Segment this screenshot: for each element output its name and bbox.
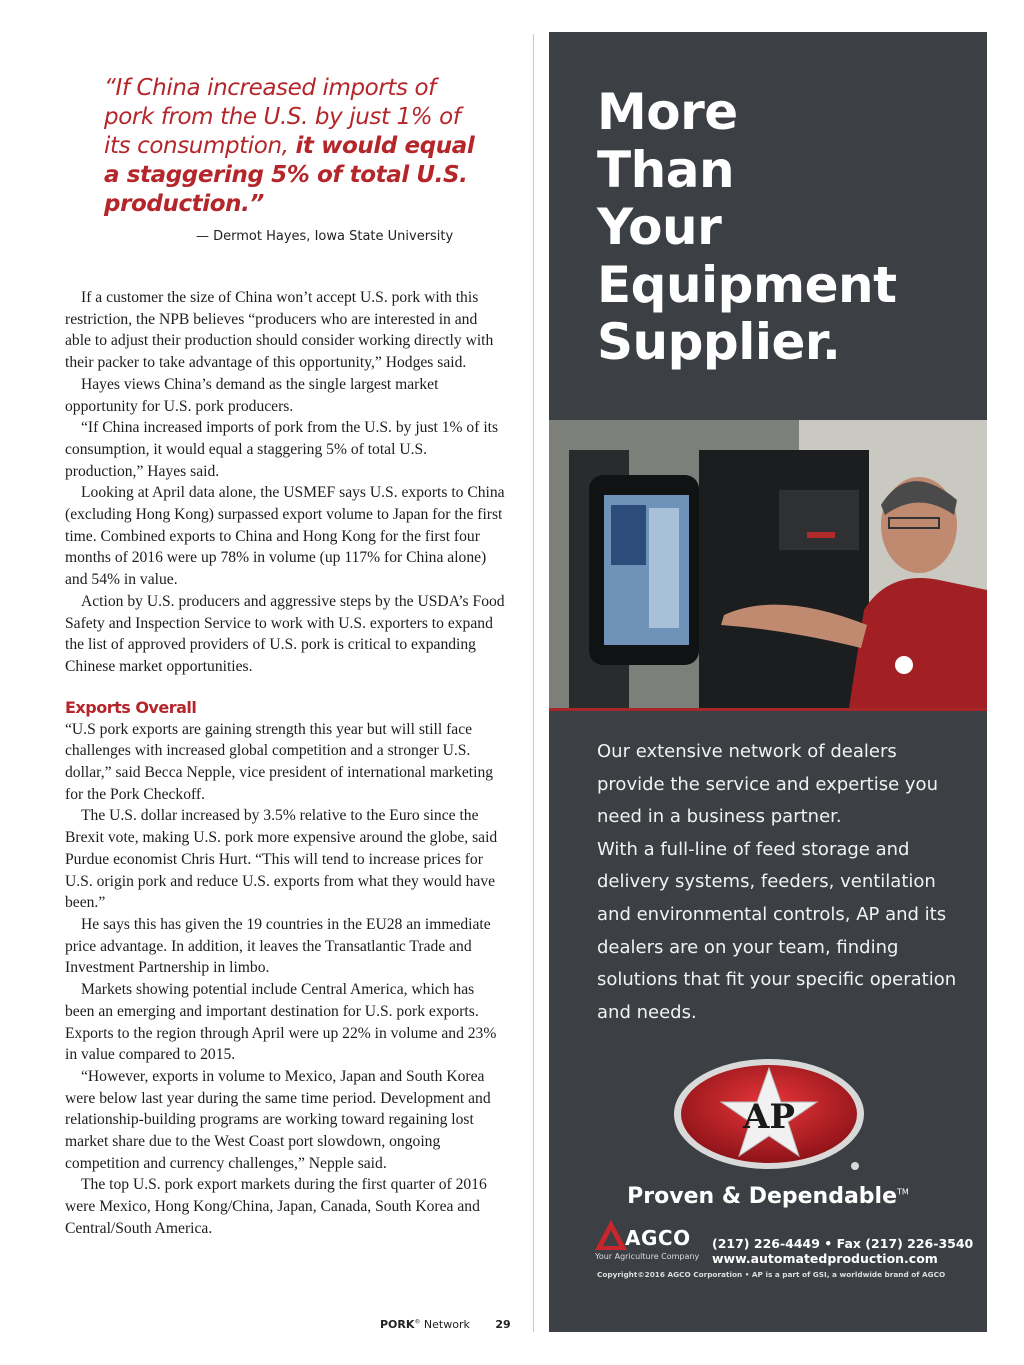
article-paragraph: Hayes views China’s demand as the single largest market opportunity for U.S. pork producers. <box>65 375 439 415</box>
ad-body <box>597 736 967 1029</box>
page-number: 29 <box>495 1318 511 1331</box>
footer-network: Network <box>423 1318 470 1331</box>
ad-photo-illustration <box>549 420 987 708</box>
article-paragraph: Looking at April data alone, the USMEF says U.S. exports to China (excluding Hong Kong) surpassed export volume to Japan for the first time. Combined exports to China and Hong Kong for the first four months of 2016 were up 78% in volume (up 117% for China alone) and 54% in value. <box>65 484 505 589</box>
article-paragraph: Markets showing potential include Central America, which has been an emerging and important destination for U.S. pork exports. Exports to the region through April were up 22% in volume and 23% in value compared to 2015. <box>65 981 497 1064</box>
ad-phone: (217) 226-4449 • Fax (217) 226-3540 <box>712 1236 974 1251</box>
article-paragraph: “If China increased imports of pork from the U.S. by just 1% of its consumption, it would equal a staggering 5% of total U.S. production,” Hayes said. <box>65 419 499 480</box>
ad-copyright: Copyright©2016 AGCO Corporation • AP is a part of GSI, a worldwide brand of AGCO <box>597 1270 946 1279</box>
ad-photo <box>549 420 987 708</box>
ad-tagline-mark: TM <box>897 1187 909 1197</box>
article-paragraph: The top U.S. pork export markets during the first quarter of 2016 were Mexico, Hong Kong/China, Japan, Canada, South Korea and Central/South America. <box>65 1176 487 1237</box>
section-heading: Exports Overall <box>65 697 197 717</box>
ad-headline-line: More <box>597 83 738 141</box>
pull-quote-regular: “If China increased imports of pork from the U.S. by just 1% of its consumption, <box>104 75 461 159</box>
ad-tagline <box>549 1184 987 1209</box>
ad-headline-line: Equipment <box>597 255 897 314</box>
article-paragraph: If a customer the size of China won’t accept U.S. pork with this restriction, the NPB believes “producers who are interested in and able to adjust their production should consider working directly with their packer to take advantage of this opportunity,” Hodges said. <box>65 289 494 372</box>
ad-tagline-text: Proven & Dependable <box>627 1184 898 1209</box>
column-divider <box>533 34 534 1332</box>
pull-quote-bold: it would equal a staggering 5% of total U.S. production.” <box>104 133 475 217</box>
article-paragraph: “U.S pork exports are gaining strength this year but will still face challenges with increased global competition and a stronger U.S. dollar,” said Becca Nepple, vice president of international marketing for the Pork Checkoff. <box>65 720 494 803</box>
ap-logo <box>669 1054 869 1174</box>
article-paragraph: “However, exports in volume to Mexico, Japan and South Korea were below last year during the same time period. Development and relationship-building programs are working toward regaining lost market share due to the West Coast port slowdown, ongoing competition and currency challenges,” Nepple said. <box>65 1067 491 1172</box>
agco-tagline: Your Agriculture Company <box>595 1252 700 1261</box>
ad-headline-line: Your <box>597 198 722 256</box>
footer-brand-mark: ® <box>414 1318 421 1326</box>
article-paragraph: The U.S. dollar increased by 3.5% relative to the Euro since the Brexit vote, making U.S. pork more expensive around the globe, said Purdue economist Chris Hurt. “This will tend to increase prices for U.S. origin pork and reduce U.S. exports from what they would have been.” <box>65 807 498 912</box>
pull-quote-attribution: — Dermot Hayes, Iowa State University <box>196 229 454 244</box>
page-footer <box>380 1318 511 1331</box>
ad-body-paragraph: With a full-line of feed storage and delivery systems, feeders, ventilation and environmental controls, AP and its dealers are on your team, finding solutions that fit your specific operation and needs. <box>597 838 957 1023</box>
article-paragraph: Action by U.S. producers and aggressive steps by the USDA’s Food Safety and Inspection Service to work with U.S. exporters to expand the list of approved providers of U.S. pork is critical to expanding Chinese market opportunities. <box>65 592 505 675</box>
ad-body-paragraph: Our extensive network of dealers provide the service and expertise you need in a business partner. <box>597 741 938 828</box>
article-paragraph: He says this has given the 19 countries in the EU28 an immediate price advantage. In addition, it leaves the Transatlantic Trade and Investment Partnership in limbo. <box>65 915 491 977</box>
pull-quote <box>104 74 484 219</box>
agco-name: AGCO <box>625 1226 691 1250</box>
agco-triangle-icon <box>595 1220 627 1250</box>
footer-brand: PORK <box>380 1318 415 1331</box>
ad-headline-line: Supplier. <box>597 313 841 371</box>
agco-logo <box>595 1220 715 1268</box>
advertisement <box>549 32 987 1332</box>
svg-text:AP: AP <box>743 1097 795 1137</box>
ad-headline <box>597 84 977 372</box>
article-body <box>65 287 505 1240</box>
ad-contact <box>712 1236 973 1266</box>
ad-divider <box>549 708 987 711</box>
ad-website: www.automatedproduction.com <box>712 1251 938 1266</box>
ad-headline-line: Than <box>597 140 735 199</box>
